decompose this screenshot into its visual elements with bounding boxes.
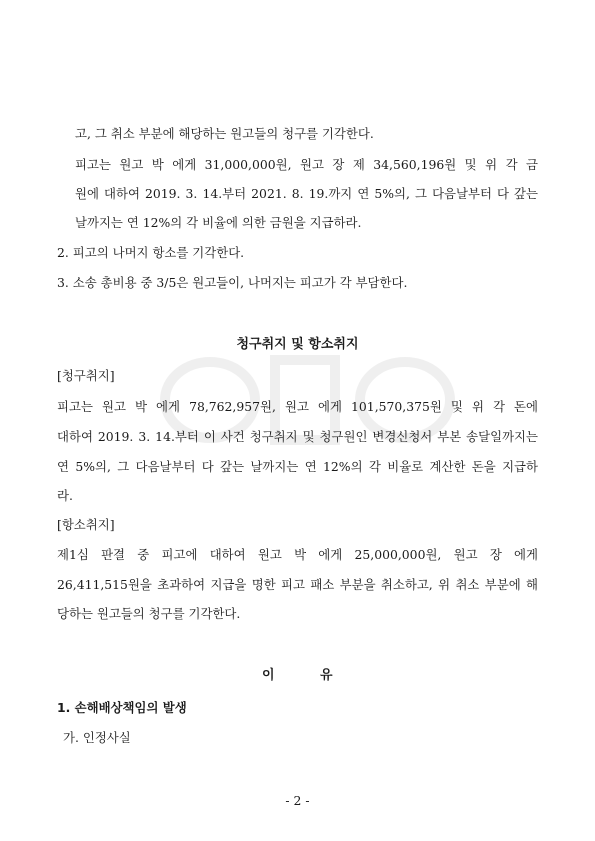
reasons-title-second: 유 — [320, 668, 333, 683]
claims-title: 청구취지 및 항소취지 — [236, 337, 359, 352]
claim-line: 피고는 원고 박 에게 78,762,957원, 원고 에게 101,570,375원 및 위 각 돈에 — [57, 399, 538, 414]
page-number: - 2 - — [285, 793, 310, 808]
order-item3: 3. 소송 총비용 중 3/5은 원고들이, 나머지는 피고가 각 부담한다. — [57, 275, 408, 290]
claim-line: 연 5%의, 그 다음날부터 다 갚는 날까지는 연 12%의 각 비율로 계산한 돈을 지급하 — [57, 459, 538, 474]
claim-line: 대하여 2019. 3. 14.부터 이 사건 청구취지 및 청구원인 변경신청서 부본 송달일까지는 — [57, 429, 538, 444]
order-item1-tail: 고, 그 취소 부분에 해당하는 원고들의 청구를 기각한다. — [75, 126, 374, 141]
subsection-a: 가. 인정사실 — [63, 730, 131, 745]
claim-label: [청구취지] — [57, 368, 115, 383]
appeal-line: 당하는 원고들의 청구를 기각한다. — [57, 606, 241, 621]
appeal-label: [항소취지] — [57, 517, 115, 532]
appeal-line: 제1심 판결 중 피고에 대하여 원고 박 에게 25,000,000원, 원고 장 에게 — [57, 547, 538, 562]
claim-line: 라. — [57, 488, 73, 503]
order-item2: 2. 피고의 나머지 항소를 기각한다. — [57, 245, 245, 260]
order-item1-pay-line: 원에 대하여 2019. 3. 14.부터 2021. 8. 19.까지 연 5%의, 그 다음날부터 다 갚는 — [75, 186, 538, 201]
order-item1-pay-line: 날까지는 연 12%의 각 비율에 의한 금원을 지급하라. — [75, 215, 362, 230]
reasons-title-first: 이 — [262, 668, 275, 683]
appeal-line: 26,411,515원을 초과하여 지급을 명한 피고 패소 부분을 취소하고, 위 취소 부분에 해 — [57, 577, 538, 592]
order-item1-pay-line: 피고는 원고 박 에게 31,000,000원, 원고 장 제 34,560,196원 및 위 각 금 — [75, 157, 538, 172]
section-heading-1: 1. 손해배상책임의 발생 — [57, 700, 187, 715]
